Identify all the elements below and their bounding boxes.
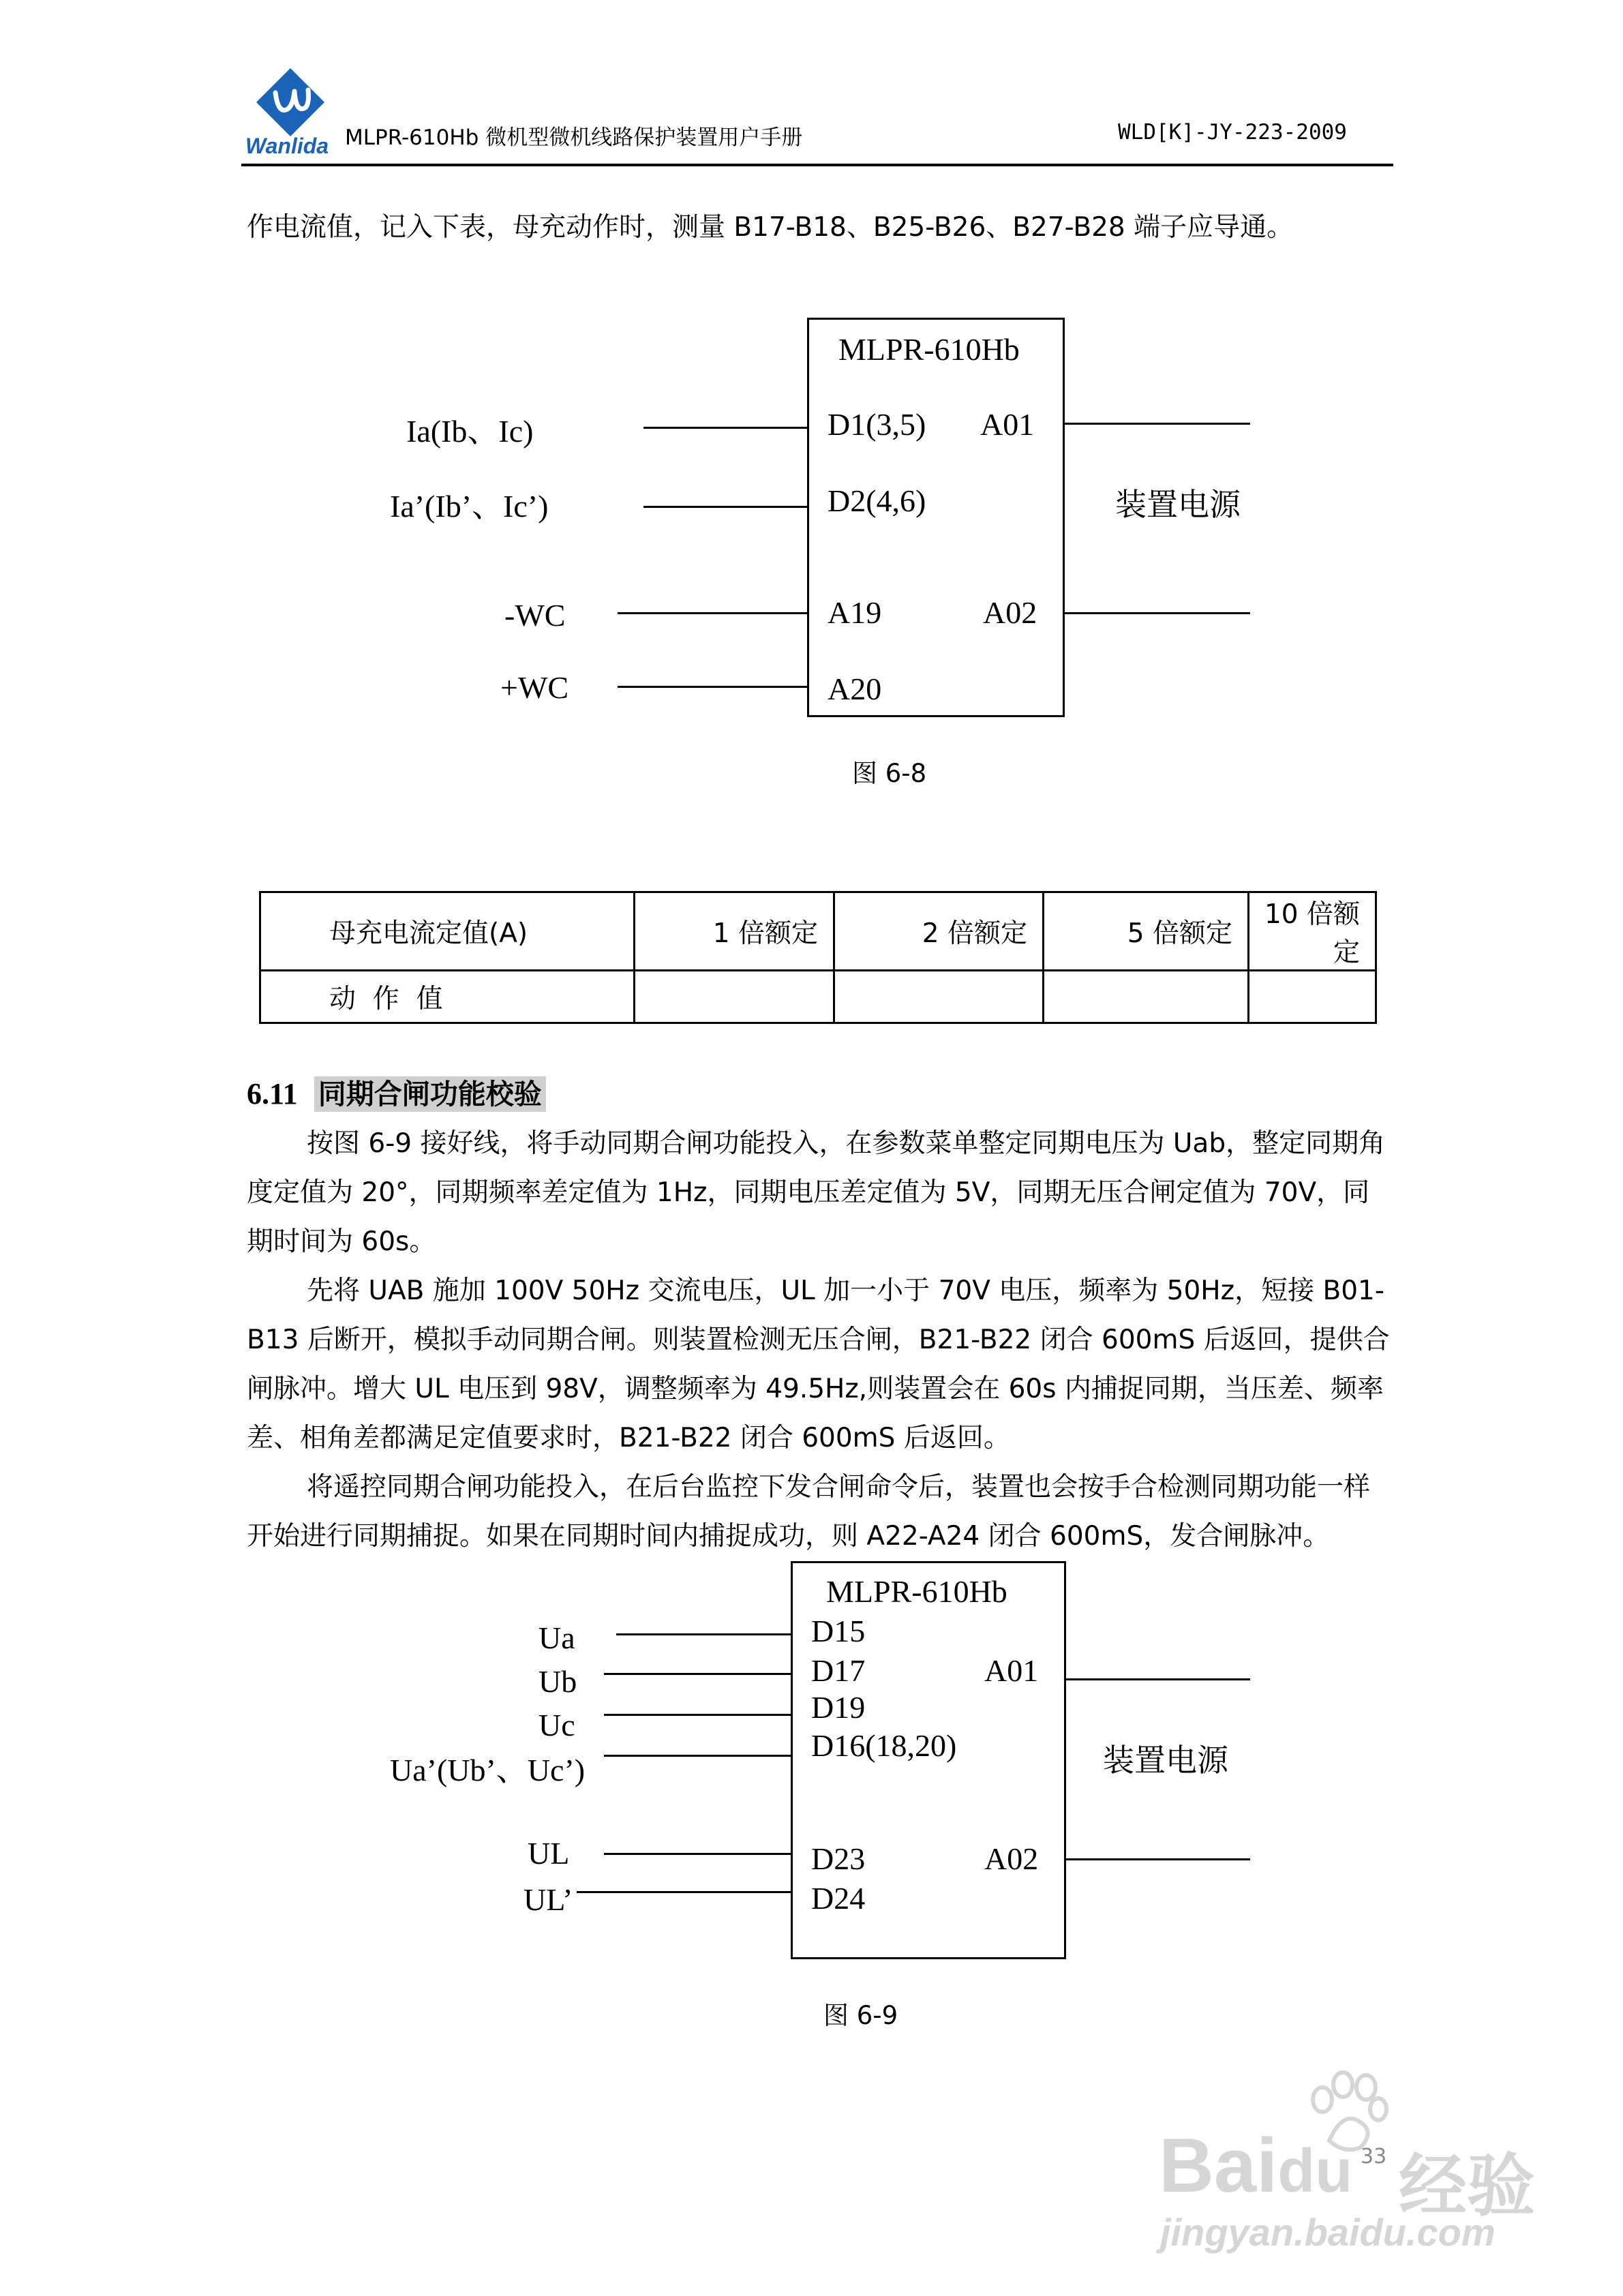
logo-text: Wanlida [245,134,329,158]
input-ia: Ia(Ib、Ic) [406,414,534,449]
input-ua: Ua [539,1620,575,1655]
input-ia-prime: Ia’(Ib’、Ic’) [390,489,549,524]
terminal-d17: D17 [811,1653,866,1688]
wire-a01-6-9 [1066,1678,1250,1680]
table-header-cell: 10 倍额定 [1249,892,1376,971]
input-ub: Ub [539,1664,577,1699]
power-label-6-8: 装置电源 [1115,487,1241,522]
paragraph-3-text: 将遥控同期合闸功能投入，在后台监控下发合闸命令后，装置也会按手合检测同期功能一样开始进行同期捕捉。如果在同期时间内捕捉成功，则 A22-A24 闭合 600mS，发合闸脉冲。 [247,1472,1371,1552]
terminal-d16: D16(18,20) [811,1728,957,1763]
input-ul: UL [528,1836,570,1871]
terminal-a01: A01 [980,407,1035,442]
header-title: MLPR-610Hb 微机型微机线路保护装置用户手册 [345,125,803,150]
device-title-6-9: MLPR-610Hb [826,1574,1007,1609]
wire-ul [604,1853,791,1855]
table-header-cell: 母充电流定值(A) [260,892,635,971]
terminal-a02: A02 [983,595,1037,630]
table-header-cell: 1 倍额定 [635,892,834,971]
caption-6-9: 图 6-9 [823,2001,898,2030]
intro-line: 作电流值，记入下表，母充动作时，测量 B17-B18、B25-B26、B27-B28 端子应导通。 [247,212,1294,243]
wire-ua-prime [604,1755,791,1757]
device-title-6-8: MLPR-610Hb [838,332,1020,367]
section-title: 同期合闸功能校验 [314,1076,546,1112]
input-uc: Uc [539,1708,575,1742]
caption-6-8: 图 6-8 [852,759,927,788]
table-header-cell: 2 倍额定 [834,892,1044,971]
terminal-d2: D2(4,6) [828,483,926,518]
terminal-d15: D15 [811,1614,866,1648]
input-minus-wc: -WC [504,598,566,633]
wire-a02-6-9 [1066,1858,1250,1860]
terminal-d1: D1(3,5) [828,407,926,442]
paragraph-2-text: 先将 UAB 施加 100V 50Hz 交流电压，UL 加一小于 70V 电压，频率为 50Hz，短接 B01-B13 后断开，模拟手动同期合闸。则装置检测无压合闸，B21-B22 闭合 600mS 后返回，提供合闸脉冲。增大 UL 电压到 98V，调整频率为 49.5Hz,则装置会在 60s 内捕捉同期，当压差、频率差、相角差都满足定值要求时，B21-B22 闭合 600mS 后返回。 [247,1275,1390,1453]
wire-ua [616,1633,791,1635]
watermark-brand2: du [1277,2137,1353,2205]
input-plus-wc: +WC [500,670,569,705]
terminal-d19: D19 [811,1690,866,1725]
terminal-d24: D24 [811,1881,866,1916]
wire-ul-prime [577,1891,791,1893]
terminal-d23: D23 [811,1841,866,1876]
baidu-watermark [1159,2066,1595,2270]
input-ul-prime: UL’ [524,1882,573,1917]
watermark-brand: Bai [1159,2123,1278,2208]
wire-uc [604,1714,791,1716]
terminal-a01-6-9: A01 [984,1653,1039,1688]
watermark-product: 经验 [1399,2146,1535,2226]
input-ua-prime: Ua’(Ub’、Uc’) [390,1753,586,1787]
power-label-6-9: 装置电源 [1103,1743,1228,1778]
section-number: 6.11 [247,1077,298,1111]
table-header-cell: 5 倍额定 [1044,892,1249,971]
header-doc-code: WLD[K]-JY-223-2009 [1118,120,1347,145]
watermark-url: jingyan.baidu.com [1160,2211,1496,2254]
terminal-a02-6-9: A02 [984,1841,1039,1876]
terminal-a20: A20 [828,671,882,706]
wire-ub [604,1673,791,1675]
paragraph-1-text: 按图 6-9 接好线，将手动同期合闸功能投入，在参数菜单整定同期电压为 Uab，整定同期角度定值为 20°，同期频率差定值为 1Hz，同期电压差定值为 5V，同期无压合闸定值为 70V，同期时间为 60s。 [247,1128,1386,1257]
terminal-a19: A19 [828,595,882,630]
table-row-label: 动 作 值 [260,971,635,1023]
page-number: 33 [1361,2145,1387,2169]
